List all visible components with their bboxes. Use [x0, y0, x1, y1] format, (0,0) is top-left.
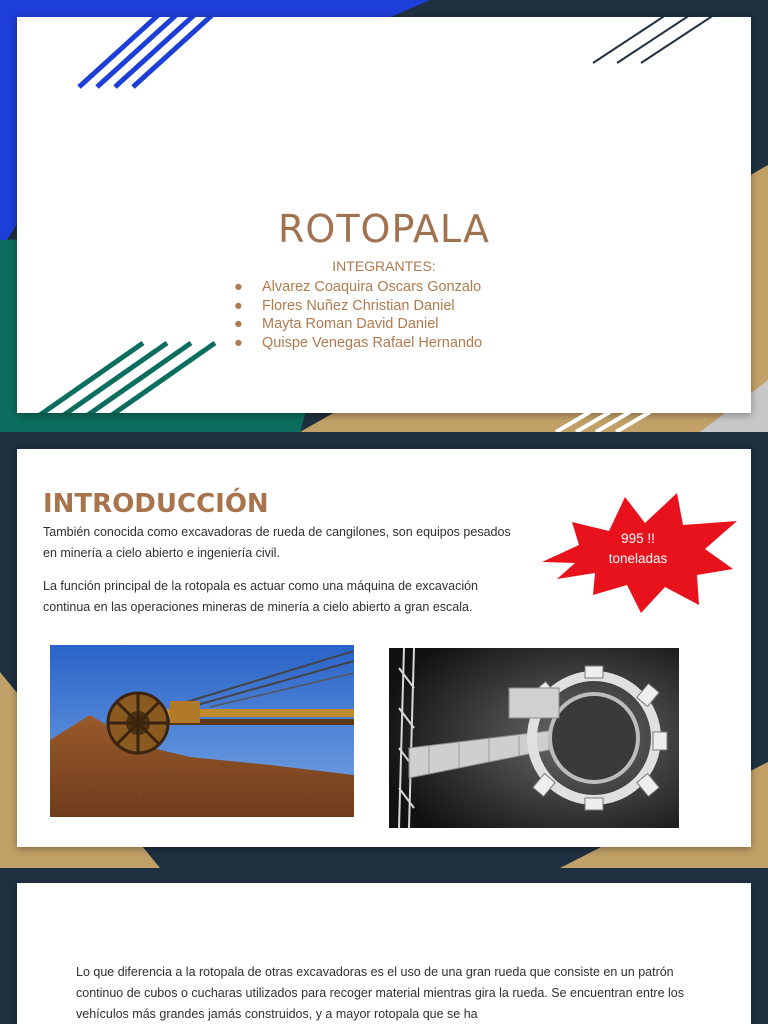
member-name: Alvarez Coaquira Oscars Gonzalo: [262, 279, 482, 295]
presentation-title: ROTOPALA: [278, 207, 490, 251]
intro-slide: [0, 432, 768, 868]
excavator-render-photo: [389, 648, 679, 828]
list-item: [229, 315, 482, 334]
description-paragraph: Lo que diferencia a la rotopala de otras excavadoras es el uso de una gran rueda que consiste en un patrón continuo de cubos o cucharas utilizados para recoger material mientras gira la rueda. Se encuentran entre los vehículos más grandes jamás construidos, y a mayor rotopala que se ha: [76, 965, 684, 1021]
list-item: [229, 278, 482, 297]
list-item: [229, 334, 482, 353]
description-slide: [0, 868, 768, 1024]
excavator-field-photo: [50, 645, 354, 817]
intro-paragraph-2: La función principal de la rotopala es actuar como una máquina de excavación continua en las operaciones mineras de minería a cielo abierto a gran escala.: [43, 579, 478, 614]
section-heading: INTRODUCCIÓN: [43, 489, 269, 519]
bullet-icon: ●: [234, 334, 243, 351]
intro-card: [17, 449, 751, 847]
callout-line-1: 995 !!: [621, 531, 655, 546]
member-name: Mayta Roman David Daniel: [262, 316, 439, 332]
members-list: [229, 278, 482, 352]
callout-text: [583, 529, 693, 569]
member-name: Flores Nuñez Christian Daniel: [262, 297, 455, 314]
members-label: INTEGRANTES:: [332, 258, 436, 274]
member-name: Quispe Venegas Rafael Hernando: [262, 334, 483, 351]
list-item: [229, 297, 482, 316]
bullet-icon: ●: [234, 279, 243, 295]
description-card: [17, 883, 751, 1024]
bullet-icon: ●: [234, 316, 243, 332]
cover-card: [17, 17, 751, 413]
intro-paragraph-1: También conocida como excavadoras de rueda de cangilones, son equipos pesados en minería a cielo abierto e ingeniería civil.: [43, 525, 511, 560]
callout-line-2: toneladas: [608, 551, 668, 566]
bullet-icon: ●: [234, 297, 243, 314]
cover-slide: [0, 0, 768, 432]
